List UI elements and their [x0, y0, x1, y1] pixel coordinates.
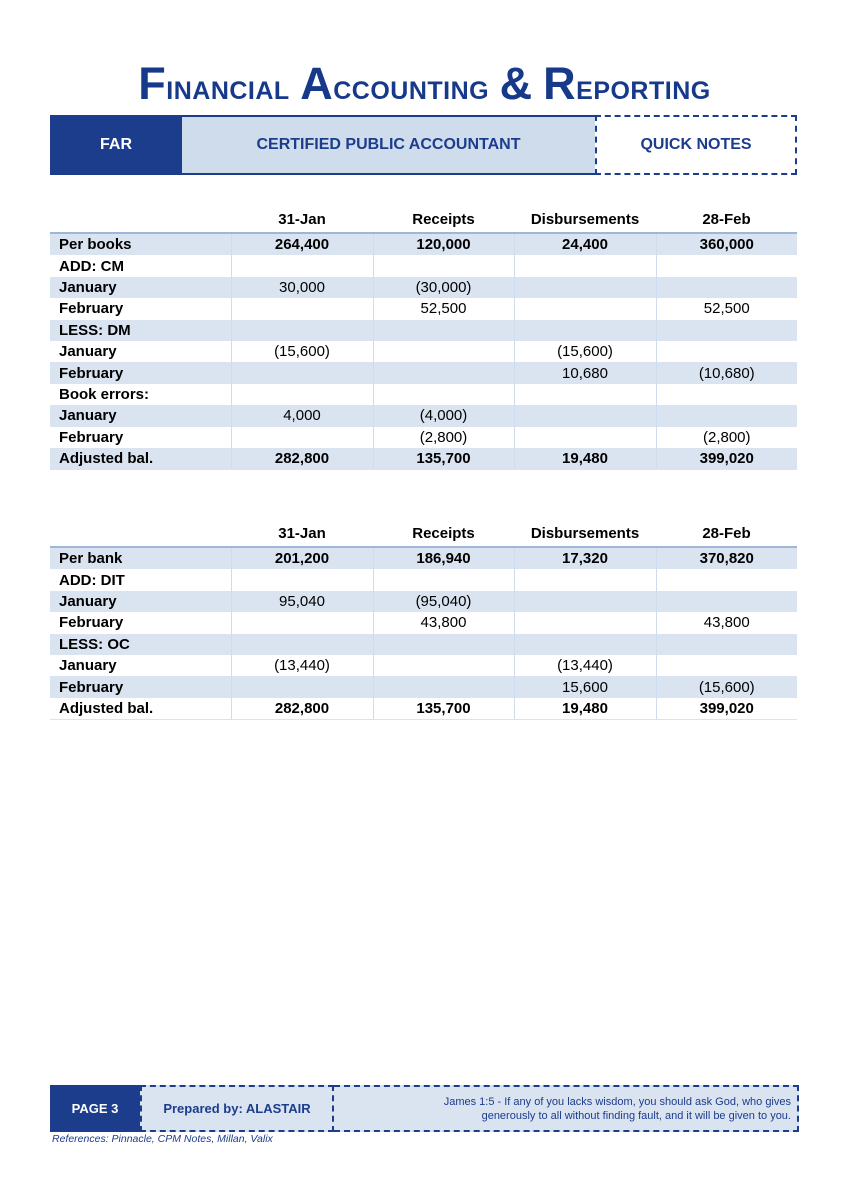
table-cell: (2,800) — [373, 427, 514, 448]
table-cell — [514, 612, 656, 633]
table-cell — [231, 320, 373, 341]
table-row — [50, 448, 797, 470]
table-row — [50, 591, 797, 612]
table-row — [50, 547, 797, 569]
table-cell: 10,680 — [514, 362, 656, 383]
table-cell — [231, 362, 373, 383]
table-cell — [231, 634, 373, 655]
row-label: February — [59, 428, 124, 446]
row-label: February — [59, 614, 124, 632]
table-cell — [231, 384, 373, 405]
table-cell: 399,020 — [656, 448, 797, 470]
row-label: Adjusted bal. — [50, 448, 231, 470]
table-cell: 120,000 — [373, 233, 514, 255]
row-label: Adjusted bal. — [50, 698, 231, 720]
column-header: 28-Feb — [656, 206, 797, 233]
table-cell: 43,800 — [656, 612, 797, 633]
table-cell — [656, 277, 797, 298]
table-cell — [514, 384, 656, 405]
table-cell: 135,700 — [373, 448, 514, 470]
table-cell: 52,500 — [656, 298, 797, 319]
table-cell: 201,200 — [231, 547, 373, 569]
table-cell: 4,000 — [231, 405, 373, 426]
row-label: February — [50, 676, 231, 697]
table-cell — [373, 634, 514, 655]
table-cell — [656, 569, 797, 590]
table-cell — [514, 320, 656, 341]
table-cell: 24,400 — [514, 233, 656, 255]
page-number: PAGE 3 — [50, 1085, 140, 1132]
table-cell — [514, 405, 656, 426]
table-cell — [656, 405, 797, 426]
column-header — [50, 206, 231, 233]
table-cell — [656, 591, 797, 612]
table-cell: (95,040) — [373, 591, 514, 612]
table-cell: 186,940 — [373, 547, 514, 569]
table-cell — [656, 320, 797, 341]
books-reconciliation-table — [50, 206, 797, 470]
column-header: 31-Jan — [231, 206, 373, 233]
row-label: Per bank — [50, 547, 231, 569]
table-cell: (13,440) — [514, 655, 656, 676]
table-cell: 360,000 — [656, 233, 797, 255]
table-cell: 30,000 — [231, 277, 373, 298]
row-label: January — [50, 591, 231, 612]
verse-line: James 1:5 - If any of you lacks wisdom, you should ask God, who gives — [443, 1095, 791, 1108]
table-row — [50, 655, 797, 676]
table-cell — [656, 341, 797, 362]
header-bar — [50, 115, 797, 175]
row-label: January — [50, 277, 231, 298]
table-cell: (30,000) — [373, 277, 514, 298]
table-cell — [373, 655, 514, 676]
table-cell: 282,800 — [231, 448, 373, 470]
row-label: February — [59, 300, 124, 318]
table-cell: 43,800 — [373, 612, 514, 633]
table-cell — [514, 591, 656, 612]
header-quick-notes: QUICK NOTES — [595, 115, 797, 175]
table-cell: 52,500 — [373, 298, 514, 319]
table-row — [50, 569, 797, 590]
table-cell: 19,480 — [514, 448, 656, 470]
table-cell — [514, 298, 656, 319]
table-cell — [373, 255, 514, 276]
table-cell — [373, 384, 514, 405]
row-label: LESS: DM — [50, 320, 231, 341]
table-header-row — [50, 520, 797, 547]
table-row — [50, 698, 797, 720]
table-cell — [373, 320, 514, 341]
table-row — [50, 255, 797, 276]
table-cell — [514, 255, 656, 276]
table-cell: (13,440) — [231, 655, 373, 676]
column-header: Receipts — [373, 520, 514, 547]
table-cell — [231, 255, 373, 276]
table-row — [50, 634, 797, 655]
table-cell: (2,800) — [656, 427, 797, 448]
column-header: 28-Feb — [656, 520, 797, 547]
table-header-row — [50, 206, 797, 233]
prepared-by: Prepared by: ALASTAIR — [140, 1085, 334, 1132]
column-header: Disbursements — [514, 520, 656, 547]
table-row — [50, 384, 797, 405]
table-cell: 135,700 — [373, 698, 514, 720]
row-label: January — [50, 405, 231, 426]
bank-reconciliation-table — [50, 520, 797, 720]
table-cell — [373, 676, 514, 697]
table-cell: 15,600 — [514, 676, 656, 697]
table-cell — [231, 298, 373, 319]
table-cell: 17,320 — [514, 547, 656, 569]
table-row — [50, 405, 797, 426]
table-row — [50, 341, 797, 362]
table-cell: (4,000) — [373, 405, 514, 426]
table-cell — [373, 341, 514, 362]
header-subtitle: CERTIFIED PUBLIC ACCOUNTANT — [182, 115, 595, 175]
row-label: February — [50, 362, 231, 383]
table-cell: (10,680) — [656, 362, 797, 383]
footer — [50, 1085, 799, 1132]
table-row — [50, 676, 797, 697]
table-row — [50, 612, 797, 633]
column-header: 31-Jan — [231, 520, 373, 547]
bible-verse — [334, 1085, 799, 1132]
row-label: ADD: CM — [59, 257, 124, 275]
table-cell — [373, 362, 514, 383]
table-cell — [514, 427, 656, 448]
table-cell — [514, 634, 656, 655]
row-label: Book errors: — [59, 385, 150, 403]
row-label: January — [59, 343, 117, 361]
table-row — [50, 277, 797, 298]
row-label: ADD: DIT — [59, 571, 125, 589]
table-cell: (15,600) — [231, 341, 373, 362]
table-cell — [656, 655, 797, 676]
table-cell — [514, 277, 656, 298]
table-cell: 399,020 — [656, 698, 797, 720]
table-cell — [656, 255, 797, 276]
table-row — [50, 298, 797, 319]
table-cell: 264,400 — [231, 233, 373, 255]
table-cell — [231, 427, 373, 448]
references: References: Pinnacle, CPM Notes, Millan, Valix — [52, 1133, 273, 1145]
table-cell: (15,600) — [514, 341, 656, 362]
table-cell: 19,480 — [514, 698, 656, 720]
table-cell — [231, 569, 373, 590]
row-label: LESS: OC — [50, 634, 231, 655]
table-cell: 95,040 — [231, 591, 373, 612]
table-row — [50, 233, 797, 255]
table-cell — [231, 612, 373, 633]
table-cell — [231, 676, 373, 697]
verse-line: generously to all without finding fault, and it will be given to you. — [481, 1109, 791, 1122]
table-cell: 370,820 — [656, 547, 797, 569]
column-header — [50, 520, 231, 547]
page-title: Financial Accounting & Reporting — [138, 58, 711, 109]
row-label: January — [59, 657, 117, 675]
table-row — [50, 427, 797, 448]
table-cell — [656, 384, 797, 405]
column-header: Disbursements — [514, 206, 656, 233]
subject-badge: FAR — [50, 115, 182, 175]
table-cell — [373, 569, 514, 590]
table-row — [50, 362, 797, 383]
table-row — [50, 320, 797, 341]
row-label: Per books — [50, 233, 231, 255]
table-cell — [514, 569, 656, 590]
table-cell — [656, 634, 797, 655]
table-cell: 282,800 — [231, 698, 373, 720]
column-header: Receipts — [373, 206, 514, 233]
table-cell: (15,600) — [656, 676, 797, 697]
